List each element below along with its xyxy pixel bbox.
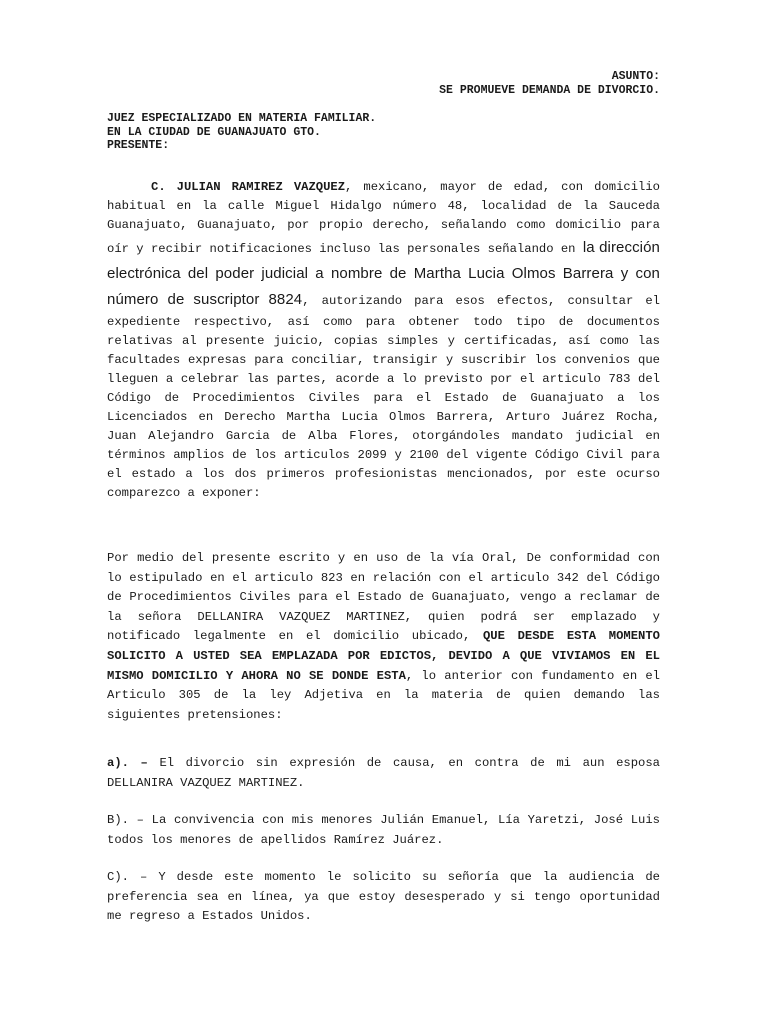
- addressee-line-3: PRESENTE:: [107, 139, 170, 152]
- intro-text-1: , mexicano, mayor de edad, con domicilio habitual en la calle Miguel Hidalgo número 48, localidad de la Sauceda Guanajuato, Guanajuato, por propio derecho, señalando como domicilio para oír y recibir notificaciones incluso las personales señalando en: [107, 180, 660, 256]
- subject-text: SE PROMUEVE DEMANDA DE DIVORCIO.: [439, 84, 660, 97]
- pretension-a-text: El divorcio sin expresión de causa, en contra de mi aun esposa DELLANIRA VAZQUEZ MARTINEZ.: [107, 756, 660, 790]
- claim-text-2: , lo anterior con fundamento en el Articulo 305 de la ley Adjetiva en la materia de quien demando las siguientes pretensiones:: [107, 668, 660, 722]
- addressee-line-2: EN LA CIUDAD DE GUANAJUATO GTO.: [107, 125, 321, 139]
- intro-text-2: , autorizando para esos efectos, consultar el expediente respectivo, así como para obtener todo tipo de documentos relativas al presente juicio, copias simples y certificadas, así como las facultades expresas para conciliar, transigir y suscribir los convenios que lleguen a celebrar las partes, acorde a lo previsto por el articulo 783 del Código de Procedimientos Civiles para el Estado de Guanajuato a los Licenciados en Derecho Martha Lucia Olmos Barrera, Arturo Juárez Rocha, Juan Alejandro Garcia de Alba Flores, otorgándoles mandato judicial en términos amplios de los articulos 2099 y 2100 del vigente Código Civil para el estado a los dos primeros profesionistas mencionados, por este ocurso comparezco a exponer:: [107, 294, 660, 500]
- pretension-c-text: C). – Y desde este momento le solicito su señoría que la audiencia de preferencia sea en línea, ya que estoy desesperado y si tengo oportunidad me regreso a Estados Unidos.: [107, 870, 660, 924]
- addressee-line-1: JUEZ ESPECIALIZADO EN MATERIA FAMILIAR.: [107, 112, 377, 125]
- paragraph-claim: [107, 549, 660, 725]
- addressee-block: [107, 112, 376, 153]
- pretension-c: [107, 868, 660, 927]
- claim-text-1: Por medio del presente escrito y en uso de la vía Oral, De conformidad con lo estipulado en el articulo 823 en relación con el articulo 342 del Código de Procedimientos Civiles para el Estado de Guanajuato, vengo a reclamar de la señora DELLANIRA VAZQUEZ MARTINEZ, quien podrá ser emplazado y notificado legalmente en el domicilio ubicado,: [107, 551, 660, 644]
- pretension-b: [107, 811, 660, 850]
- pretension-b-text: B). – La convivencia con mis menores Julián Emanuel, Lía Yaretzi, José Luis todos los menores de apellidos Ramírez Juárez.: [107, 813, 660, 847]
- paragraph-intro: [107, 178, 660, 503]
- claim-bold-text: QUE DESDE ESTA MOMENTO SOLICITO A USTED SEA EMPLAZADA POR EDICTOS, DEVIDO A QUE VIVIAMOS EN EL MISMO DOMICILIO Y AHORA NO SE DONDE ESTA: [107, 629, 661, 683]
- plaintiff-name: C. JULIAN RAMIREZ VAZQUEZ: [151, 180, 346, 194]
- subject-label: ASUNTO:: [611, 70, 660, 83]
- electronic-address-text: la dirección electrónica del poder judicial a nombre de Martha Lucia Olmos Barrera y con número de suscriptor 8824: [107, 239, 660, 308]
- pretension-a-label: a). –: [107, 756, 148, 770]
- subject-block: [439, 70, 660, 98]
- pretension-a: [107, 754, 660, 793]
